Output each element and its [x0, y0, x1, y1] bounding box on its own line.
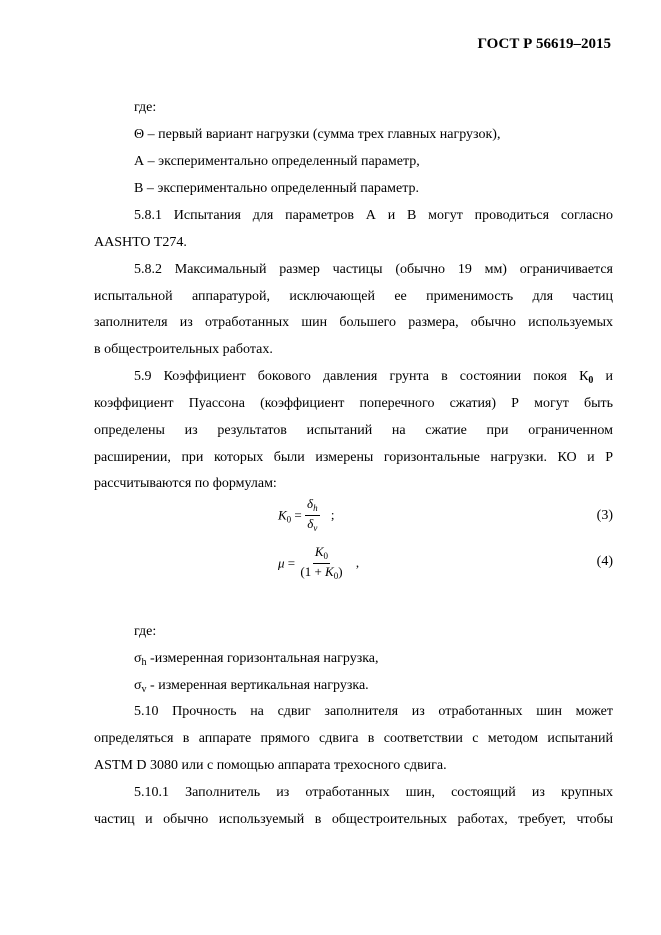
paragraph-5-8-2-line-3: заполнителя из отработанных шин большего размера, обычно используемых	[94, 315, 613, 330]
document-code-header: ГОСТ Р 56619–2015	[477, 36, 611, 52]
paragraph-5-9-line-1	[134, 368, 613, 389]
sigma-h-text: -измеренная горизонтальная нагрузка,	[146, 651, 379, 666]
paragraph-5-10-1-line-1: 5.10.1 Заполнитель из отработанных шин, состоящий из крупных	[134, 785, 613, 800]
formula-4-fraction	[298, 545, 344, 584]
formula-3-equals: =	[291, 507, 306, 523]
k0-subscript: 0	[588, 375, 594, 386]
formula-3-numerator	[305, 497, 320, 516]
formula-3-tail: ;	[330, 507, 335, 523]
formula-3-denominator	[305, 516, 319, 536]
paragraph-5-8-1-line-2: AASHTO T274.	[94, 235, 187, 250]
formula-4-tail: ,	[355, 555, 360, 571]
paragraph-5-9-line-2: коэффициент Пуассона (коэффициент поперечного сжатия) Р могут быть	[94, 396, 613, 411]
where-label: где:	[134, 100, 157, 115]
formula-3-lhs: K	[278, 507, 287, 523]
paragraph-5-9-line-3: определены из результатов испытаний на сжатие при ограниченном	[94, 423, 613, 438]
sigma-v-sub: v	[141, 684, 147, 695]
formula-3-den-sub: v	[313, 523, 318, 533]
where-label-2: где:	[134, 624, 157, 639]
formula-3-num-symbol: δ	[307, 496, 314, 511]
paragraph-5-10-1-line-2: частиц и обычно используемый в общестроительных работах, требует, чтобы	[94, 812, 613, 827]
paragraph-5-10-line-2: определяться в аппарате прямого сдвига в соответствии с методом испытаний	[94, 731, 613, 746]
formula-4-num-sub: 0	[323, 551, 329, 561]
formula-3-fraction	[305, 497, 320, 536]
sigma-h-symbol: σ	[134, 651, 142, 666]
formula-4-num-symbol: K	[314, 544, 324, 559]
formula-4	[278, 545, 359, 584]
formula-4-den-open: (1 +	[300, 564, 326, 579]
sigma-v-symbol: σ	[134, 678, 142, 693]
formula-4-den-sub: 0	[333, 571, 339, 581]
paragraph-5-9-line-4: расширении, при которых были измерены горизонтальные нагрузки. КО и Р	[94, 450, 613, 465]
sigma-h-definition	[134, 650, 379, 671]
paragraph-5-8-2-line-2: испытальной аппаратурой, исключающей ее применимость для частиц	[94, 289, 613, 304]
formula-4-equals: =	[284, 555, 299, 571]
paragraph-5-9-line-5: рассчитываются по формулам:	[94, 476, 277, 491]
formula-3-num-sub: h	[313, 503, 318, 513]
sigma-v-text: - измеренная вертикальная нагрузка.	[146, 678, 369, 693]
sigma-v-definition	[134, 677, 369, 698]
formula-3-lhs-sub: 0	[286, 514, 292, 525]
paragraph-5-10-line-3: ASTM D 3080 или с помощью аппарата трехосного сдвига.	[94, 758, 447, 773]
formula-3-number: (3)	[596, 508, 613, 523]
formula-4-lhs: μ	[278, 555, 285, 571]
formula-4-den-symbol: K	[325, 564, 334, 579]
theta-definition: Θ – первый вариант нагрузки (сумма трех главных нагрузок),	[134, 127, 501, 142]
paragraph-5-8-1-line-1: 5.8.1 Испытания для параметров А и В могут проводиться согласно	[134, 208, 613, 223]
a-definition: А – экспериментально определенный параметр,	[134, 154, 420, 169]
paragraph-5-8-2-line-4: в общестроительных работах.	[94, 342, 273, 357]
paragraph-5-10-line-1: 5.10 Прочность на сдвиг заполнителя из отработанных шин может	[134, 704, 613, 719]
paragraph-5-9-line-1-end: и	[593, 369, 613, 384]
paragraph-5-9-line-1-text: 5.9 Коэффициент бокового давления грунта в состоянии покоя К	[134, 369, 589, 384]
formula-3-den-symbol: δ	[307, 516, 314, 531]
formula-3	[278, 497, 334, 536]
paragraph-5-8-2-line-1: 5.8.2 Максимальный размер частицы (обычно 19 мм) ограничивается	[134, 262, 613, 277]
formula-4-denominator	[298, 564, 344, 584]
formula-4-den-close: )	[338, 564, 343, 579]
formula-4-numerator	[313, 545, 330, 564]
b-definition: В – экспериментально определенный параметр.	[134, 181, 419, 196]
sigma-h-sub: h	[141, 657, 147, 668]
formula-4-number: (4)	[596, 554, 613, 569]
